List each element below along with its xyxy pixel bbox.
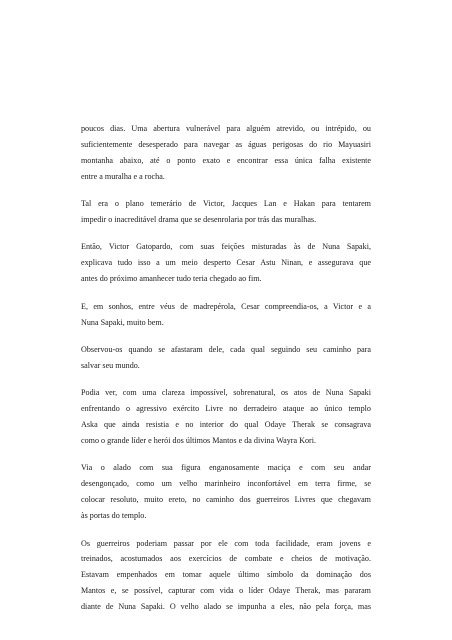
text-line: Nuna Sapaki, muito bem. <box>81 317 164 327</box>
text-line: antes do próximo amanhecer tudo teria chegado ao fim. <box>81 274 262 284</box>
text-line: Mantos e, se possível, capturar com vida o líder Odaye Therak, mas pararam <box>81 586 371 596</box>
text-line: Via o alado com sua figura enganosamente maciça e com seu andar <box>81 463 371 473</box>
paragraph <box>81 460 371 524</box>
text-line: explicava tudo isso a um meio desperto Cesar Astu Ninan, e assegurava que <box>81 258 371 268</box>
document-page <box>81 121 371 627</box>
text-line: poucos dias. Uma abertura vulnerável para alguém atrevido, ou intrépido, ou <box>81 124 371 133</box>
text-line: como o grande líder e herói dos últimos Mantos e da divina Wayra Kori. <box>81 436 317 445</box>
paragraph <box>81 342 371 374</box>
text-line: Observou-os quando se afastaram dele, cada qual seguindo seu caminho para <box>81 344 371 354</box>
text-line: suficientemente desesperado para navegar as águas perigosas do rio Mayuasiri <box>81 139 371 149</box>
text-line: Os guerreiros poderiam passar por ele com toda facilidade, eram jovens e <box>81 538 371 548</box>
text-line: às portas do templo. <box>81 511 147 521</box>
paragraph <box>81 196 371 228</box>
text-line: treinados, acostumados aos exercícios de combate e cheios de motivação. <box>81 554 371 564</box>
text-line: diante de Nuna Sapaki. O velho alado se impunha a eles, não pela força, mas <box>81 602 371 612</box>
text-line: Aska que ainda resistia e no interior do qual Odaye Therak se consagrava <box>81 420 371 430</box>
paragraph <box>81 385 371 449</box>
text-line: Podia ver, com uma clareza impossível, sobrenatural, os atos de Nuna Sapaki <box>81 388 371 398</box>
text-line: montanha abaixo, até o ponto exato e encontrar essa única falha existente <box>81 155 371 165</box>
text-line: enfrentando o agressivo exército Livre no derradeiro ataque ao único templo <box>81 404 371 414</box>
text-line: colocar resoluto, muito ereto, no caminho dos guerreiros Livres que chegavam <box>81 495 371 505</box>
paragraph <box>81 239 371 287</box>
paragraph <box>81 121 371 185</box>
paragraph <box>81 299 371 331</box>
text-line: impedir o inacreditável drama que se desenrolaria por trás das muralhas. <box>81 215 317 225</box>
text-line: E, em sonhos, entre véus de madrepérola, Cesar compreendia-os, a Victor e a <box>81 301 371 311</box>
text-line: Estavam empenhados em tomar aquele último símbolo da dominação dos <box>81 570 371 580</box>
text-line: desengonçado, como um velho marinheiro inconfortável em terra firme, se <box>81 479 371 489</box>
paragraph <box>81 536 371 616</box>
text-line: Tal era o plano temerário de Victor, Jacques Lan e Hakan para tentarem <box>81 199 371 209</box>
text-line: entre a muralha e a rocha. <box>81 171 165 181</box>
text-line: Então, Victor Gatopardo, com suas feições misturadas às de Nuna Sapaki, <box>81 242 371 252</box>
text-line: salvar seu mundo. <box>81 360 140 370</box>
